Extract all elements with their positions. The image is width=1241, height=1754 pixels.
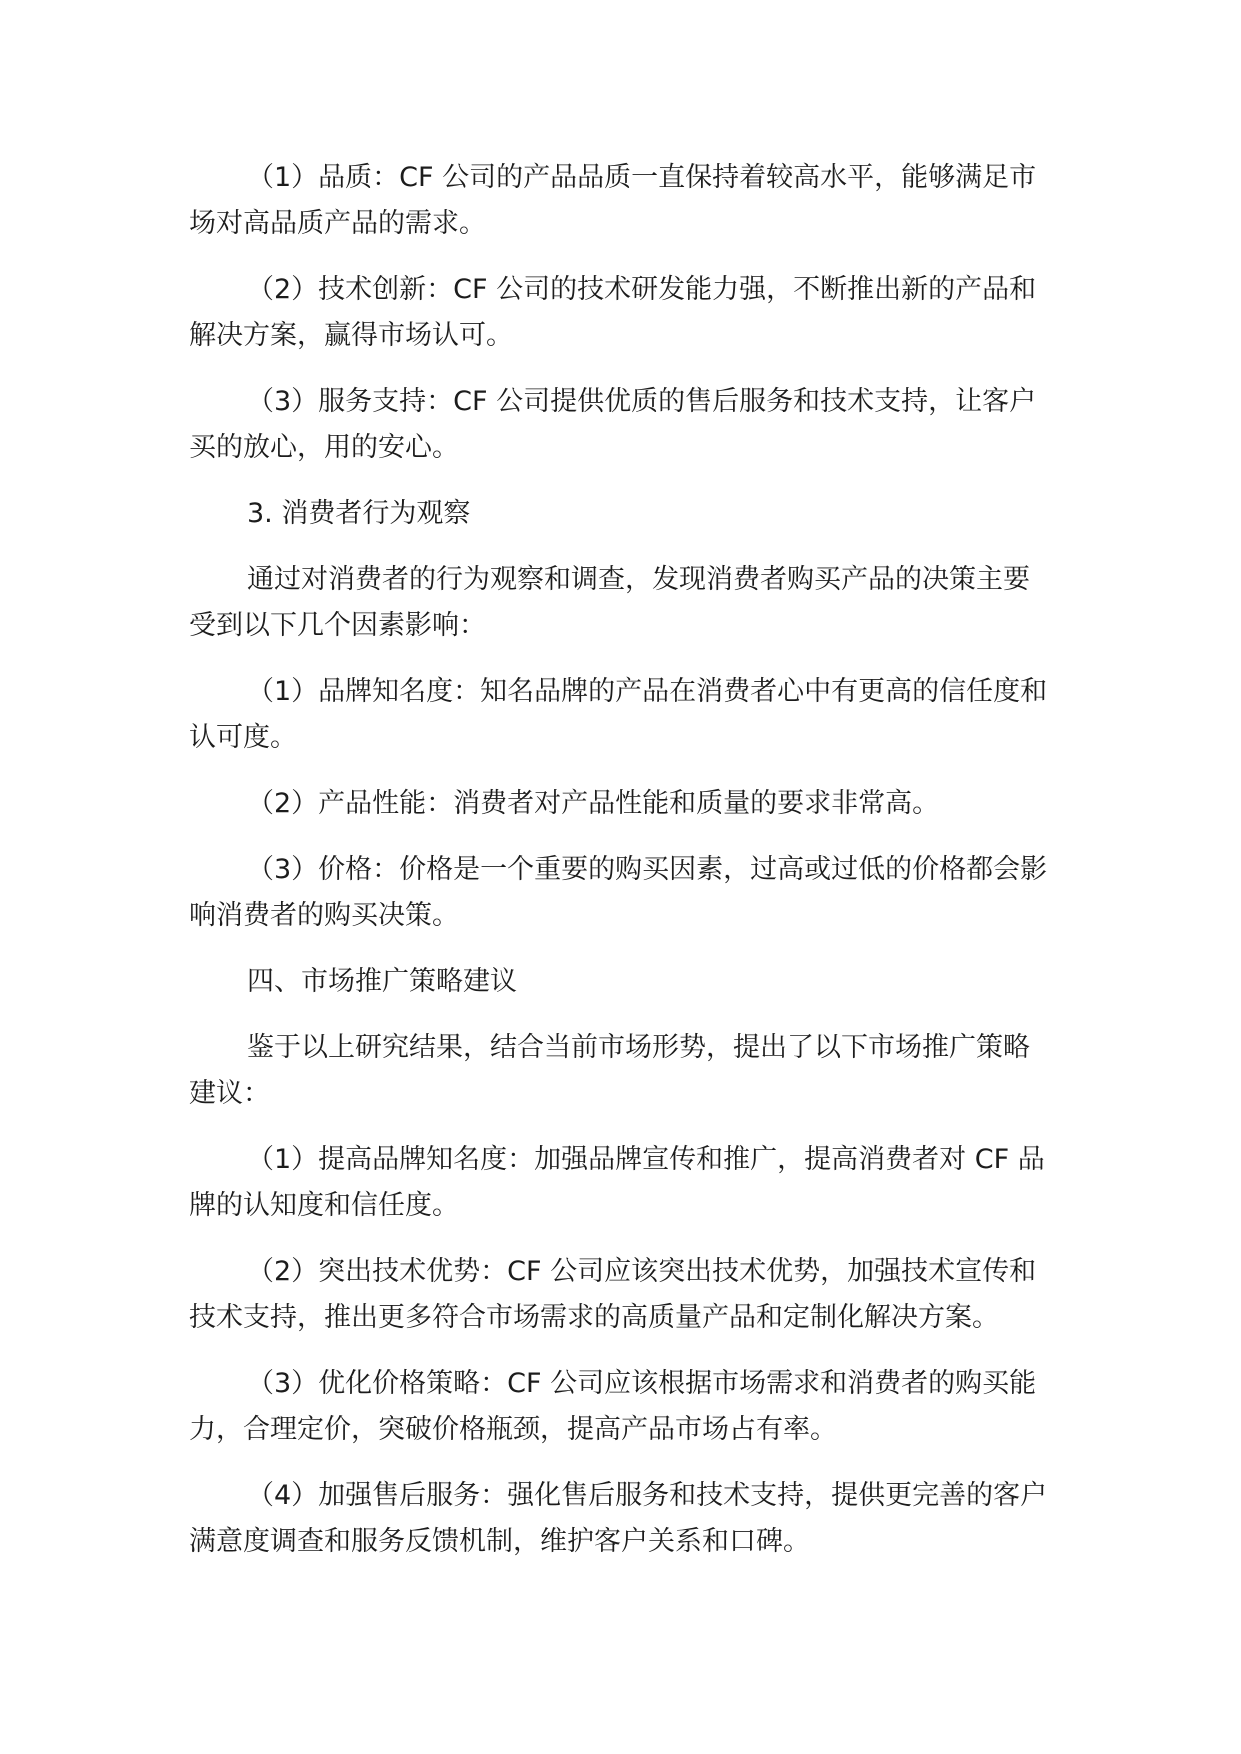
text-line: 响消费者的购买决策。 bbox=[189, 900, 459, 931]
text-line: 认可度。 bbox=[189, 722, 297, 753]
text-line: 鉴于以上研究结果，结合当前市场形势，提出了以下市场推广策略 bbox=[247, 1032, 1030, 1063]
section-heading-marketing-strategy bbox=[189, 959, 1059, 1005]
paragraph-strategy-intro bbox=[189, 1025, 1059, 1117]
text-line: 场对高品质产品的需求。 bbox=[189, 208, 486, 239]
text-line: 满意度调查和服务反馈机制，维护客户关系和口碑。 bbox=[189, 1526, 810, 1557]
text-line: （2）产品性能：消费者对产品性能和质量的要求非常高。 bbox=[247, 788, 940, 819]
paragraph-product-performance bbox=[189, 781, 1059, 827]
paragraph-price-strategy bbox=[189, 1361, 1059, 1453]
text-line: 买的放心，用的安心。 bbox=[189, 432, 459, 463]
heading-text: 四、市场推广策略建议 bbox=[247, 966, 517, 997]
paragraph-tech-advantage bbox=[189, 1249, 1059, 1341]
text-line: （3）价格：价格是一个重要的购买因素，过高或过低的价格都会影 bbox=[247, 854, 1048, 885]
text-line: （1）提高品牌知名度：加强品牌宣传和推广，提高消费者对 CF 品 bbox=[247, 1144, 1045, 1175]
paragraph-tech-innovation bbox=[189, 267, 1059, 359]
text-line: （2）技术创新：CF 公司的技术研发能力强，不断推出新的产品和 bbox=[247, 274, 1037, 305]
text-line: （1）品质：CF 公司的产品品质一直保持着较高水平，能够满足市 bbox=[247, 162, 1037, 193]
section-heading-consumer-behavior bbox=[189, 491, 1059, 537]
heading-text: 3. 消费者行为观察 bbox=[247, 498, 471, 529]
text-line: （3）优化价格策略：CF 公司应该根据市场需求和消费者的购买能 bbox=[247, 1368, 1037, 1399]
paragraph-service-support bbox=[189, 379, 1059, 471]
text-line: （1）品牌知名度：知名品牌的产品在消费者心中有更高的信任度和 bbox=[247, 676, 1048, 707]
text-line: 解决方案，赢得市场认可。 bbox=[189, 320, 513, 351]
text-line: （3）服务支持：CF 公司提供优质的售后服务和技术支持，让客户 bbox=[247, 386, 1037, 417]
text-line: 技术支持，推出更多符合市场需求的高质量产品和定制化解决方案。 bbox=[189, 1302, 999, 1333]
text-line: 受到以下几个因素影响： bbox=[189, 610, 486, 641]
text-line: 建议： bbox=[189, 1078, 270, 1109]
text-line: （2）突出技术优势：CF 公司应该突出技术优势，加强技术宣传和 bbox=[247, 1256, 1037, 1287]
paragraph-consumer-intro bbox=[189, 557, 1059, 649]
paragraph-improve-brand bbox=[189, 1137, 1059, 1229]
paragraph-quality bbox=[189, 155, 1059, 247]
text-line: 力，合理定价，突破价格瓶颈，提高产品市场占有率。 bbox=[189, 1414, 837, 1445]
paragraph-brand-awareness bbox=[189, 669, 1059, 761]
paragraph-price bbox=[189, 847, 1059, 939]
paragraph-after-sales bbox=[189, 1473, 1059, 1565]
text-line: 通过对消费者的行为观察和调查，发现消费者购买产品的决策主要 bbox=[247, 564, 1030, 595]
text-line: （4）加强售后服务：强化售后服务和技术支持，提供更完善的客户 bbox=[247, 1480, 1048, 1511]
text-line: 牌的认知度和信任度。 bbox=[189, 1190, 459, 1221]
